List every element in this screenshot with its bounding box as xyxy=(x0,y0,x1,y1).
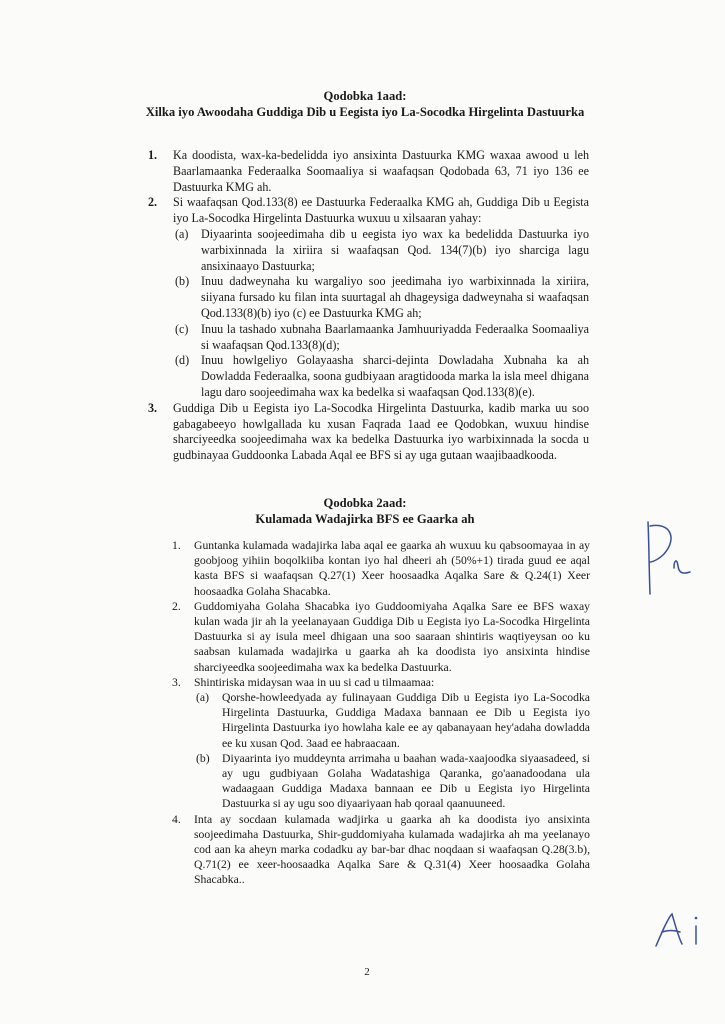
sub-item xyxy=(194,690,590,751)
list-text: Guddomiyaha Golaha Shacabka iyo Guddoomiyaha Aqalka Sare ee BFS waxay kulan wada jir ah la yeelanayaan Guddiga Dib u Eegista iyo La-Socodka Hirgelinta Dastuurka si ay isula meel dhigaan una soo saaraan shintiris waqtiyeysan oo ku saabsan kulamada wadajirka u gaarka ah ka doodista iyo ansixinta hindise sharciyeedka soojeedimaha wax ka bedelka Dastuurka. xyxy=(194,599,590,674)
sub-item-mark: (d) xyxy=(175,353,190,368)
list-text: Ka doodista, wax-ka-bedelidda iyo ansixinta Dastuurka KMG waxaa awood u leh Baarlamaanka Federaalka Soomaaliya si waafaqsan Qodobada 63, 71 iyo 136 ee Dastuurka KMG ah. xyxy=(173,148,589,194)
list-text: Guntanka kulamada wadajirka laba aqal ee gaarka ah wuxuu ku qabsoomayaa in ay goobjoog yihiin boqolkiiba kontan iyo hal dheeri ah (50%+1) tirada guud ee aqal kasta BFS si waafaqsan Q.27(1) Xeer hoosaadka Aqalka Sare & Q.24(1) Xeer hoosaadka Golaha Shacabka. xyxy=(194,539,590,598)
article-1-subtitle: Xilka iyo Awoodaha Guddiga Dib u Eegista iyo La-Socodka Hirgelinta Dastuurka xyxy=(145,104,585,119)
list-number: 1. xyxy=(148,148,158,162)
sub-item-text: Diyaarinta iyo muddeynta arrimaha u baahan wada-xaajoodka siyaasadeed, si ay ugu gudbiyaan Golaha Wadatashiga Qaranka, go'aanadoodana ula wadaagaan Guddiga Madaxa bannaan ee Dib u Eegista iyo Hirgelinta Dastuurka si ay ugu soo diyaariyaan hab qoraal qaanuuneed. xyxy=(222,751,590,811)
article-1-heading xyxy=(140,89,590,120)
article-1-title: Qodobka 1aad: xyxy=(323,89,407,103)
sub-item-mark: (a) xyxy=(175,226,189,241)
sub-item xyxy=(173,322,589,354)
sub-item-text: Inuu dadweynaha ku wargaliyo soo jeedimaha iyo warbixinnada la xiriira, siiyana fursado ku filan inta suurtagal ah dhageysiga dadweynaha si waafaqsan Qod.133(8)(b) iyo (c) ee Dastuurka KMG ah; xyxy=(201,274,589,320)
sub-item-text: Inuu la tashado xubnaha Baarlamaanka Jamhuuriyadda Federaalka Soomaaliya si waafaqsan Qod.133(8)(d); xyxy=(201,321,589,352)
article-2-subtitle: Kulamada Wadajirka BFS ee Gaarka ah xyxy=(255,511,475,526)
sub-item-mark: (b) xyxy=(175,274,190,289)
list-number: 4. xyxy=(172,812,181,826)
list-item xyxy=(172,675,590,812)
sub-item xyxy=(194,751,590,812)
list-item xyxy=(148,401,589,464)
list-text: Guddiga Dib u Eegista iyo La-Socodka Hirgelinta Dastuurka, kadib marka uu soo gabagabeeyo howlgallada ku xusan Faqrada 1aad ee Qodobkan, wuxuu hindise sharciyeedka soojeedimaha wax ka bedelka Dastuurka iyo warbixinnada la socda u gudbinayaa Guddoonka Labada Aqal ee BFS si ay uga gutaan waajibaadkooda. xyxy=(173,400,589,463)
list-number: 2. xyxy=(172,599,181,613)
article-1-list xyxy=(148,148,589,464)
list-item xyxy=(172,538,590,599)
sub-item xyxy=(173,227,589,274)
article-2-heading xyxy=(140,496,590,527)
list-number: 3. xyxy=(172,675,181,689)
handwritten-initials-mark xyxy=(640,518,700,598)
list-item xyxy=(148,195,589,400)
article-2-title: Qodobka 2aad: xyxy=(323,496,407,510)
sub-item xyxy=(173,353,589,400)
list-number: 1. xyxy=(172,539,181,552)
list-text: Si waafaqsan Qod.133(8) ee Dastuurka Federaalka KMG ah, Guddiga Dib u Eegista iyo La-Socodka Hirgelinta Dastuurka wuxuu u xilsaaran yahay: xyxy=(173,195,589,226)
list-text: Shintiriska midaysan waa in uu si cad u tilmaamaa: xyxy=(194,675,435,689)
page-number: 2 xyxy=(364,966,370,978)
sub-item-mark: (a) xyxy=(196,691,209,705)
sub-item-mark: (c) xyxy=(175,321,189,336)
list-text: Inta ay socdaan kulamada wadjirka u gaarka ah ka doodista iyo ansixinta soojeedimaha Dastuurka, Shir-guddomiyaha kulamada wadajirka ah ma yeelanayo cod aan ka aheyn marka codadku ay bar-bar dhac noqdaan si waafaqsan Q.28(3.b), Q.71(2) ee xeer-hoosaadka Aqalka Sare & Q.31(4) Xeer hoosaadka Golaha Shacabka.. xyxy=(194,812,590,887)
list-number: 3. xyxy=(148,400,158,415)
list-item xyxy=(172,812,590,888)
article-2-list xyxy=(172,538,590,888)
sub-item-mark: (b) xyxy=(196,751,210,765)
handwritten-signature-mark xyxy=(650,908,710,950)
list-item xyxy=(172,599,590,675)
sub-item-text: Diyaarinta soojeedimaha dib u eegista iyo wax ka bedelidda Dastuurka iyo warbixinnada la xiriira si waafaqsan Qod. 134(7)(b) iyo sharciga lagu ansixinaayo Dastuurka; xyxy=(201,226,589,273)
list-number: 2. xyxy=(148,195,158,210)
sub-item-text: Inuu howlgeliyo Golayaasha sharci-dejinta Dowladaha Xubnaha ka ah Dowladda Federaalka, soona gudbiyaan aragtidooda marka la isla meel dhigana lagu daro soojeedimaha wax ka bedelka si waafaqsan Qod.133(8)(e). xyxy=(201,353,589,399)
list-item xyxy=(148,148,589,195)
sub-item xyxy=(173,274,589,321)
sub-item-text: Qorshe-howleedyada ay fulinayaan Guddiga Dib u Eegista iyo La-Socodka Hirgelinta Dastuurka, Guddiga Madaxa bannaan ee Dib u Eegista iyo Hirgelinta Dastuurka iyo howlaha kale ee ay qabanayaan hey'adaha dowladda ee ku xusan Qod. 3aad ee habraacaan. xyxy=(222,691,590,750)
